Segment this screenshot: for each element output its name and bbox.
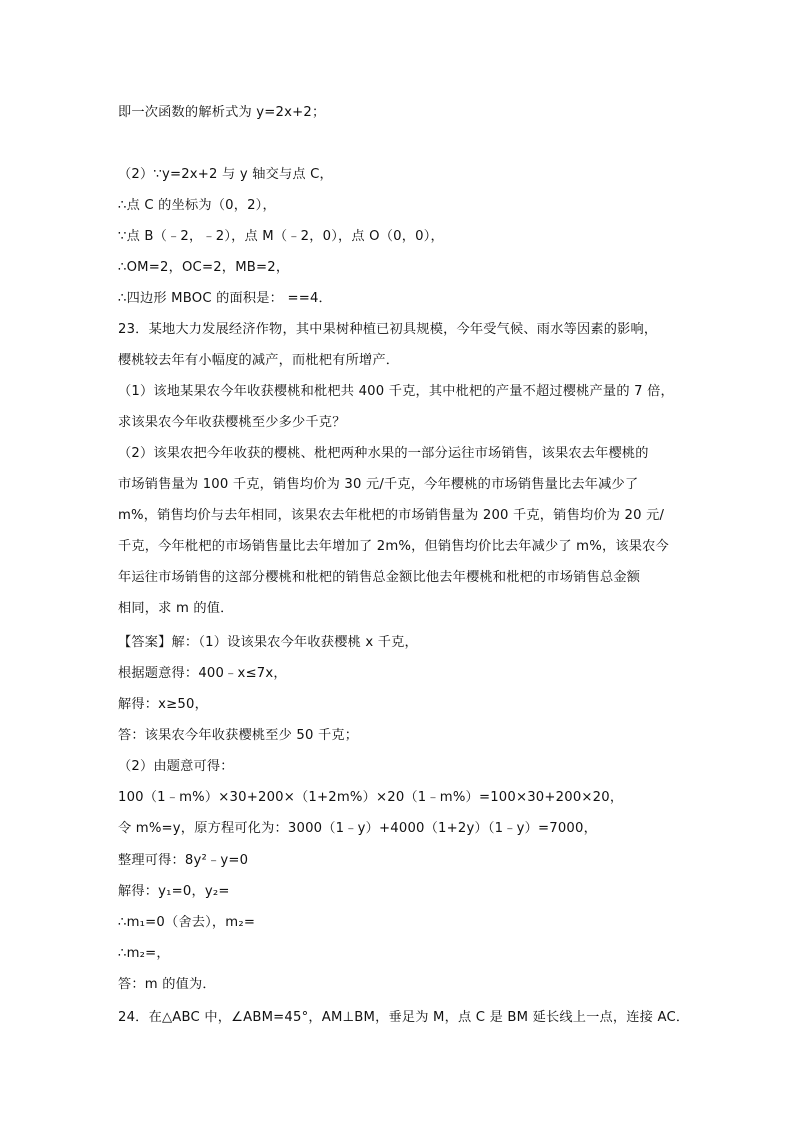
text-line: 解得：x≥50， bbox=[118, 697, 208, 712]
text-line: 答：该果农今年收获樱桃至少 50 千克； bbox=[118, 728, 359, 743]
text-line: 令 m%=y，原方程可化为：3000（1﹣y）+4000（1+2y）（1﹣y）=7000， bbox=[118, 821, 598, 836]
text-line: ∵点 B（﹣2，﹣2），点 M（﹣2，0），点 O（0，0）， bbox=[118, 229, 444, 244]
text-line: 答：m 的值为． bbox=[118, 977, 216, 992]
text-line: 24．在△ABC 中，∠ABM=45°，AM⊥BM，垂足为 M，点 C 是 BM 延长线上一点，连接 AC． bbox=[118, 1010, 690, 1025]
text-line: ∴OM=2，OC=2，MB=2， bbox=[118, 260, 290, 275]
text-line: 市场销售量为 100 千克，销售均价为 30 元/千克，今年樱桃的市场销售量比去年减少了 bbox=[118, 477, 639, 492]
text-line: 樱桃较去年有小幅度的减产，而枇杷有所增产． bbox=[118, 353, 400, 368]
text-line: 根据题意得：400﹣x≤7x， bbox=[118, 666, 287, 681]
text-line: 23．某地大力发展经济作物，其中果树种植已初具规模，今年受气候、雨水等因素的影响， bbox=[118, 322, 658, 337]
text-line: m%，销售均价与去年相同，该果农去年枇杷的市场销售量为 200 千克，销售均价为 20 元/ bbox=[118, 508, 665, 523]
text-line: 整理可得：8y²﹣y=0 bbox=[118, 853, 249, 868]
text-line: 求该果农今年收获樱桃至少多少千克？ bbox=[118, 415, 346, 430]
text-line: 【答案】解：（1）设该果农今年收获樱桃 x 千克， bbox=[118, 635, 418, 650]
text-line: （1）该地某果农今年收获樱桃和枇杷共 400 千克，其中枇杷的产量不超过樱桃产量的 7 倍， bbox=[118, 384, 674, 399]
text-line: （2）该果农把今年收获的樱桃、枇杷两种水果的一部分运往市场销售，该果农去年樱桃的 bbox=[118, 446, 649, 461]
text-line: ∴四边形 MBOC 的面积是： ==4． bbox=[118, 291, 332, 306]
text-line: 即一次函数的解析式为 y=2x+2； bbox=[118, 105, 326, 120]
text-line: ∴m₁=0（舍去），m₂= bbox=[118, 915, 256, 930]
text-line: 千克，今年枇杷的市场销售量比去年增加了 2m%，但销售均价比去年减少了 m%，该果农今 bbox=[118, 539, 669, 554]
text-line: ∴m₂=， bbox=[118, 946, 170, 961]
text-line: （2）∵y=2x+2 与 y 轴交与点 C， bbox=[118, 167, 333, 182]
text-line: ∴点 C 的坐标为（0，2）， bbox=[118, 198, 276, 213]
text-line: 100（1﹣m%）×30+200×（1+2m%）×20（1﹣m%）=100×30+200×20， bbox=[118, 790, 624, 805]
text-line: 相同，求 m 的值． bbox=[118, 601, 234, 616]
text-line: 年运往市场销售的这部分樱桃和枇杷的销售总金额比他去年樱桃和枇杷的市场销售总金额 bbox=[118, 570, 641, 585]
text-line: 解得：y₁=0，y₂= bbox=[118, 884, 230, 899]
text-line: （2）由题意可得： bbox=[118, 759, 234, 774]
